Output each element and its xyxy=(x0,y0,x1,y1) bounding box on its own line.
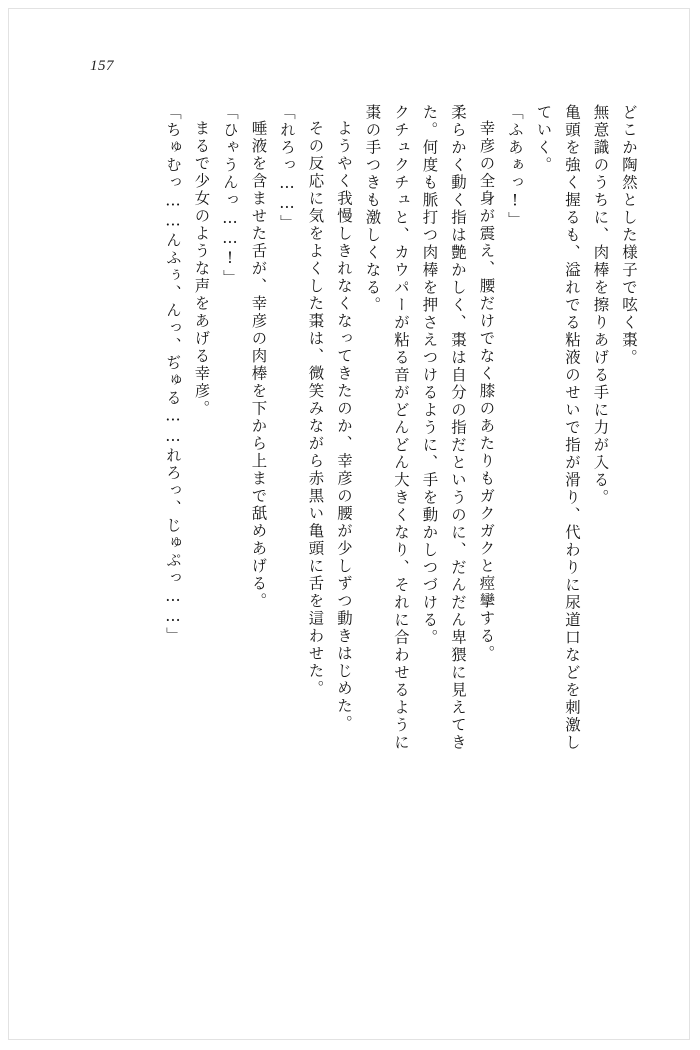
vertical-text-body xyxy=(66,104,636,924)
text-line: クチュクチュと、カウパーが粘る音がどんどん大きくなり、それに合わせるように xyxy=(392,104,410,752)
text-line: 「ちゅむっ……んふぅ、んっ、ぢゅる……れろっ、じゅぷっ……」 xyxy=(164,104,182,645)
text-line: 棗の手つきも激しくなる。 xyxy=(363,104,382,314)
text-line: ていく。 xyxy=(534,104,553,174)
text-line: 「れろっ……」 xyxy=(278,104,296,232)
text-line: まるで少女のような声をあげる幸彦。 xyxy=(192,120,211,418)
text-line: 亀頭を強く握るも、溢れでる粘液のせいで指が滑り、代わりに尿道口などを刺激し xyxy=(563,104,581,752)
text-line: ようやく我慢しきれなくなってきたのか、幸彦の腰が少しずつ動きはじめた。 xyxy=(335,120,353,733)
text-line: 柔らかく動く指は艶かしく、棗は自分の指だというのに、だんだん卑猥に見えてき xyxy=(449,104,467,752)
text-line: 唾液を含ませた舌が、幸彦の肉棒を下から上まで舐めあげる。 xyxy=(249,120,268,610)
text-line: 「ひゃうんっ……!」 xyxy=(221,104,239,287)
text-line: た。何度も脈打つ肉棒を押さえつけるように、手を動かしつづける。 xyxy=(420,104,439,647)
text-line: 「ふあぁっ!」 xyxy=(506,104,524,230)
page-number: 157 xyxy=(90,58,114,74)
text-line: 幸彦の全身が震え、腰だけでなく膝のあたりもガクガクと痙攣する。 xyxy=(477,120,496,663)
text-line: 無意識のうちに、肉棒を擦りあげる手に力が入る。 xyxy=(591,104,610,507)
text-line: どこか陶然とした様子で呟く棗。 xyxy=(620,104,638,367)
text-line: その反応に気をよくした棗は、微笑みながら赤黒い亀頭に舌を這わせた。 xyxy=(306,120,325,698)
